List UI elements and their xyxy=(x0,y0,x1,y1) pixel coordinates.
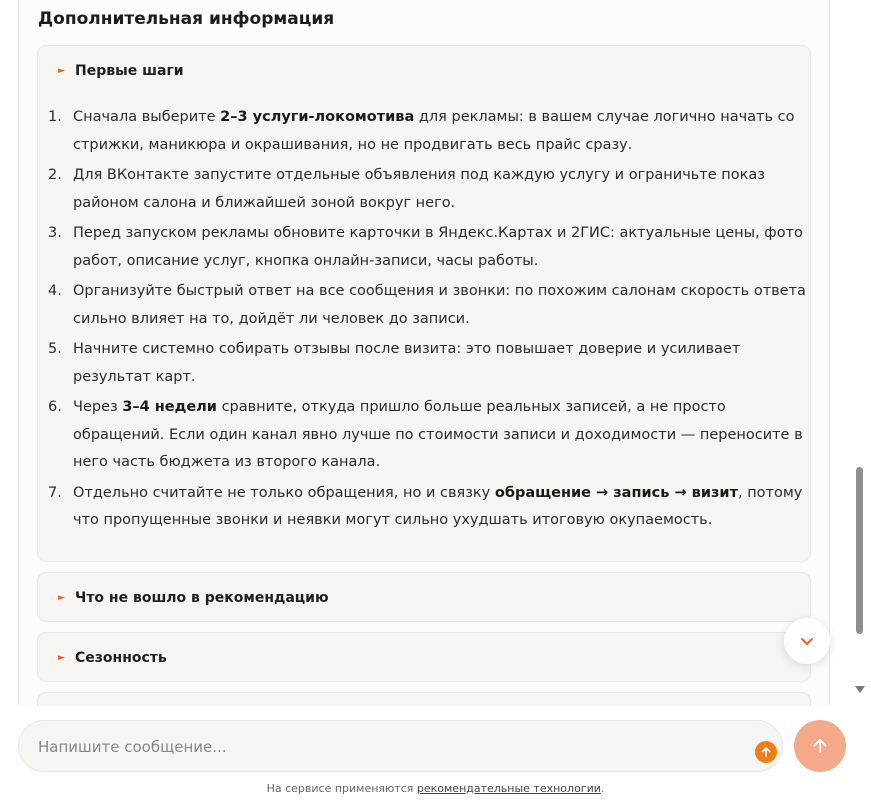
step-number: 5. xyxy=(48,341,62,357)
footer-end: . xyxy=(600,782,605,795)
step-number: 1. xyxy=(48,109,62,125)
send-button[interactable] xyxy=(794,720,846,772)
step-number: 4. xyxy=(48,283,62,299)
steps-list xyxy=(38,96,810,535)
accordion-seasonality-title: Сезонность xyxy=(75,650,167,666)
footer-note xyxy=(0,782,871,795)
accordion-seasonality-header[interactable] xyxy=(38,633,810,683)
accordion-first-steps-title: Первые шаги xyxy=(75,63,184,79)
accordion-first-steps xyxy=(37,45,811,562)
accordion-next-partial[interactable] xyxy=(37,692,811,706)
step-number: 3. xyxy=(48,225,62,241)
step-text: Начните системно собирать отзывы после визита: это повышает доверие и усиливает результат карт. xyxy=(73,341,741,385)
accordion-not-included-title: Что не вошло в рекомендацию xyxy=(75,590,329,606)
arrow-up-circle-icon[interactable] xyxy=(755,741,777,763)
message-input[interactable] xyxy=(36,721,730,773)
step-text: Отдельно считайте не только обращения, но и связку обращение → запись → визит, потому что пропущенные звонки и неявки могут сильно ухудшать итоговую окупаемость. xyxy=(73,484,803,528)
step-text: Через 3–4 недели сравните, откуда пришло больше реальных записей, а не просто обращений. Если один канал явно лучше по стоимости записи и доходимости — переносите в него часть бюджета из второго канала. xyxy=(73,399,803,470)
step-item xyxy=(48,220,810,275)
accordion-not-included[interactable] xyxy=(37,572,811,622)
scrollbar-thumb[interactable] xyxy=(856,467,863,634)
step-number: 6. xyxy=(48,399,62,415)
triangle-right-icon: ► xyxy=(58,592,65,603)
step-item xyxy=(48,336,810,391)
step-number: 2. xyxy=(48,167,62,183)
triangle-right-icon: ► xyxy=(58,652,65,663)
step-item xyxy=(48,394,810,477)
step-text: Перед запуском рекламы обновите карточки в Яндекс.Картах и 2ГИС: актуальные цены, фото работ, описание услуг, кнопка онлайн-записи, часы работы. xyxy=(73,225,803,269)
step-item xyxy=(48,480,810,535)
scroll-arrow-down-icon[interactable] xyxy=(855,686,865,693)
chevron-down-icon xyxy=(799,633,815,649)
scroll-to-bottom-button[interactable] xyxy=(784,618,830,664)
step-item xyxy=(48,162,810,217)
accordion-first-steps-header[interactable] xyxy=(38,46,810,96)
triangle-right-icon: ► xyxy=(58,65,65,76)
accordion-not-included-header[interactable] xyxy=(38,573,810,623)
step-item xyxy=(48,104,810,159)
arrow-up-icon xyxy=(810,736,830,756)
recommendation-tech-link[interactable]: рекомендательные технологии xyxy=(416,782,601,795)
chat-panel xyxy=(18,0,830,706)
message-composer xyxy=(18,720,783,772)
step-text: Организуйте быстрый ответ на все сообщения и звонки: по похожим салонам скорость ответа сильно влияет на то, дойдёт ли человек до записи. xyxy=(73,283,806,327)
step-text: Для ВКонтакте запустите отдельные объявления под каждую услугу и ограничьте показ районом салона и ближайшей зоной вокруг него. xyxy=(73,167,765,211)
scrollbar[interactable] xyxy=(853,0,867,706)
footer-text: На сервисе применяются xyxy=(266,782,417,795)
accordion-seasonality[interactable] xyxy=(37,632,811,682)
section-title: Дополнительная информация xyxy=(38,9,335,29)
step-number: 7. xyxy=(48,484,62,501)
step-item xyxy=(48,278,810,333)
step-text: Сначала выберите 2–3 услуги-локомотива для рекламы: в вашем случае логично начать со стрижки, маникюра и окрашивания, но не продвигать весь прайс сразу. xyxy=(73,109,795,153)
